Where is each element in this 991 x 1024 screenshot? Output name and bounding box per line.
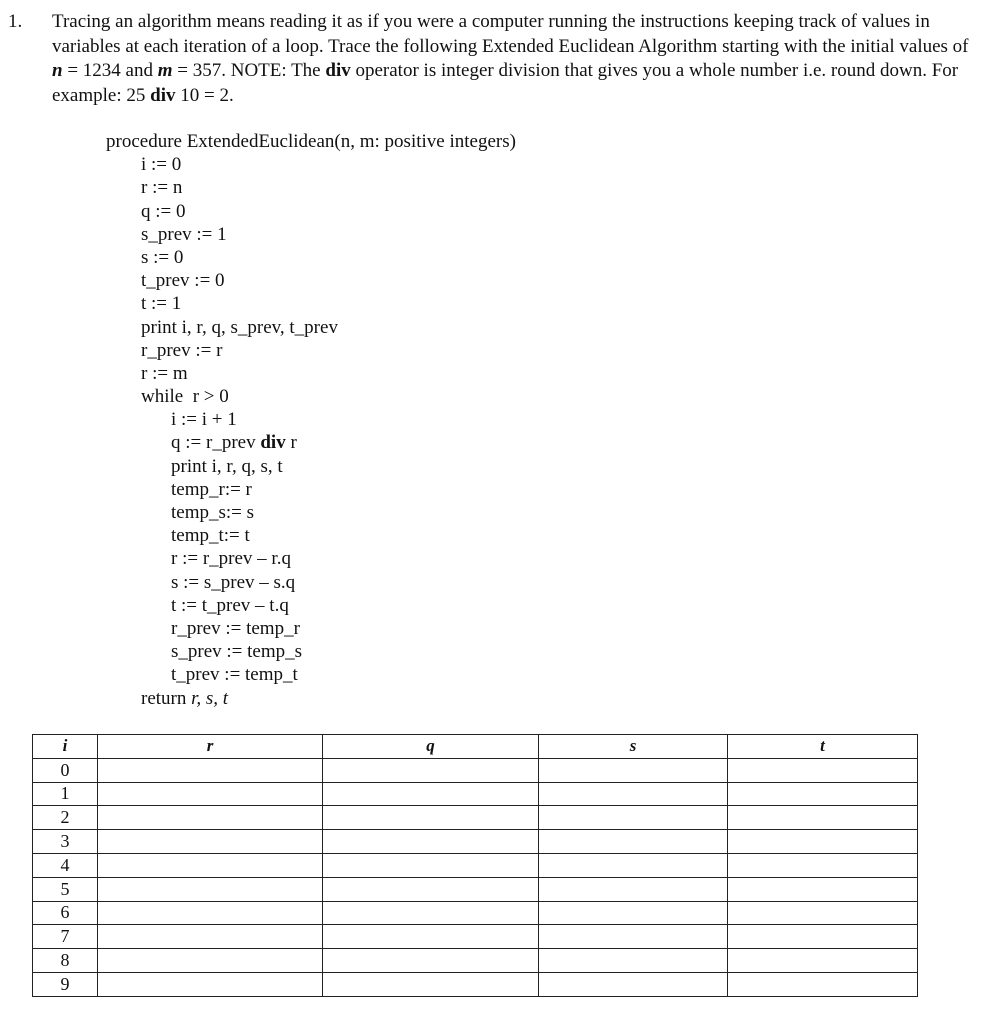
cell-q[interactable] [323,925,539,949]
header-q: q [323,735,539,759]
cell-q[interactable] [323,853,539,877]
cell-s[interactable] [539,806,728,830]
var-n: n [52,60,63,81]
cell-r[interactable] [98,901,323,925]
cell-q[interactable] [323,782,539,806]
table-row [33,806,918,830]
cell-i: 8 [33,949,98,973]
table-row [33,758,918,782]
cell-i: 9 [33,972,98,996]
loop-line: t := t_prev – t.q [171,594,289,616]
table-row [33,972,918,996]
cell-q[interactable] [323,901,539,925]
table-row [33,830,918,854]
return-vars: r, s, t [191,687,229,709]
cell-r[interactable] [98,972,323,996]
cell-t[interactable] [728,972,918,996]
loop-line: temp_t:= t [171,525,250,547]
loop-line: i := i + 1 [171,409,237,431]
var-m: m [157,60,173,81]
header-t: t [728,735,918,759]
return-line [106,687,516,710]
return-keyword: return [141,687,192,709]
cell-r[interactable] [98,806,323,830]
code-line: s_prev := 1 [141,223,227,245]
loop-line: r_prev := temp_r [171,617,300,639]
cell-s[interactable] [539,949,728,973]
cell-s[interactable] [539,972,728,996]
cell-q[interactable] [323,949,539,973]
cell-t[interactable] [728,830,918,854]
code-line: q := 0 [141,200,186,222]
loop-line: r := r_prev – r.q [171,548,291,570]
cell-q[interactable] [323,830,539,854]
loop-line: temp_s:= s [171,502,255,523]
question-text-part: 10 = 2. [175,84,234,106]
loop-line: s_prev := temp_s [171,641,303,663]
cell-s[interactable] [539,782,728,806]
loop-line: t_prev := temp_t [171,664,298,686]
table-row [33,877,918,901]
procedure-header: procedure ExtendedEuclidean(n, m: positive integers) [106,131,516,152]
cell-t[interactable] [728,758,918,782]
cell-r[interactable] [98,853,323,877]
cell-i: 4 [33,853,98,877]
cell-i: 3 [33,830,98,854]
code-line: t := 1 [141,293,182,315]
cell-s[interactable] [539,925,728,949]
question-text-part: operator is integer division that gives you a whole number i.e. round down. For example: 25 [52,60,959,106]
cell-s[interactable] [539,853,728,877]
code-line: print i, r, q, s_prev, t_prev [141,316,338,338]
cell-i: 2 [33,806,98,830]
cell-t[interactable] [728,877,918,901]
while-line: while r > 0 [141,386,229,408]
cell-q[interactable] [323,806,539,830]
table-row [33,782,918,806]
loop-line [106,431,516,454]
table-header-row [33,735,918,759]
header-s: s [539,735,728,759]
cell-s[interactable] [539,877,728,901]
cell-r[interactable] [98,877,323,901]
code-line: r := m [141,362,188,384]
header-i: i [33,735,98,759]
code-line: r_prev := r [141,339,223,361]
cell-r[interactable] [98,949,323,973]
table-row [33,901,918,925]
loop-line: print i, r, q, s, t [171,455,283,477]
cell-s[interactable] [539,830,728,854]
code-line: r := n [141,177,183,199]
cell-r[interactable] [98,830,323,854]
question-number: 1. [8,11,23,32]
cell-r[interactable] [98,782,323,806]
table-row [33,925,918,949]
code-line: i := 0 [141,154,182,176]
header-r: r [98,735,323,759]
cell-q[interactable] [323,877,539,901]
table-row [33,949,918,973]
cell-i: 5 [33,877,98,901]
cell-s[interactable] [539,901,728,925]
cell-q[interactable] [323,972,539,996]
cell-t[interactable] [728,853,918,877]
pseudocode-block [106,130,516,710]
cell-t[interactable] [728,925,918,949]
cell-i: 6 [33,901,98,925]
div-keyword: div [150,84,176,106]
table-row [33,853,918,877]
code-line: s := 0 [141,246,184,268]
question-text [8,10,975,108]
code-text: r [285,432,297,454]
div-keyword: div [260,432,286,454]
question-text-part: = 1234 and [62,60,158,81]
cell-t[interactable] [728,782,918,806]
code-text: q := r_prev [171,432,261,454]
cell-i: 1 [33,782,98,806]
cell-t[interactable] [728,949,918,973]
cell-t[interactable] [728,901,918,925]
cell-s[interactable] [539,758,728,782]
cell-r[interactable] [98,925,323,949]
cell-q[interactable] [323,758,539,782]
cell-t[interactable] [728,806,918,830]
loop-line: temp_r:= r [171,478,252,500]
trace-table [32,734,918,997]
code-line: t_prev := 0 [141,270,225,292]
cell-i: 7 [33,925,98,949]
question-text-part: Tracing an algorithm means reading it as if you were a computer running the instructions keeping track of values in variables at each iteration of a loop. Trace the following Extended Euclidean Algorithm starting with the initial values of [52,11,969,57]
loop-line: s := s_prev – s.q [171,571,296,593]
cell-i: 0 [33,758,98,782]
cell-r[interactable] [98,758,323,782]
div-keyword: div [325,60,351,81]
question-text-part: = 357. NOTE: The [172,60,326,81]
